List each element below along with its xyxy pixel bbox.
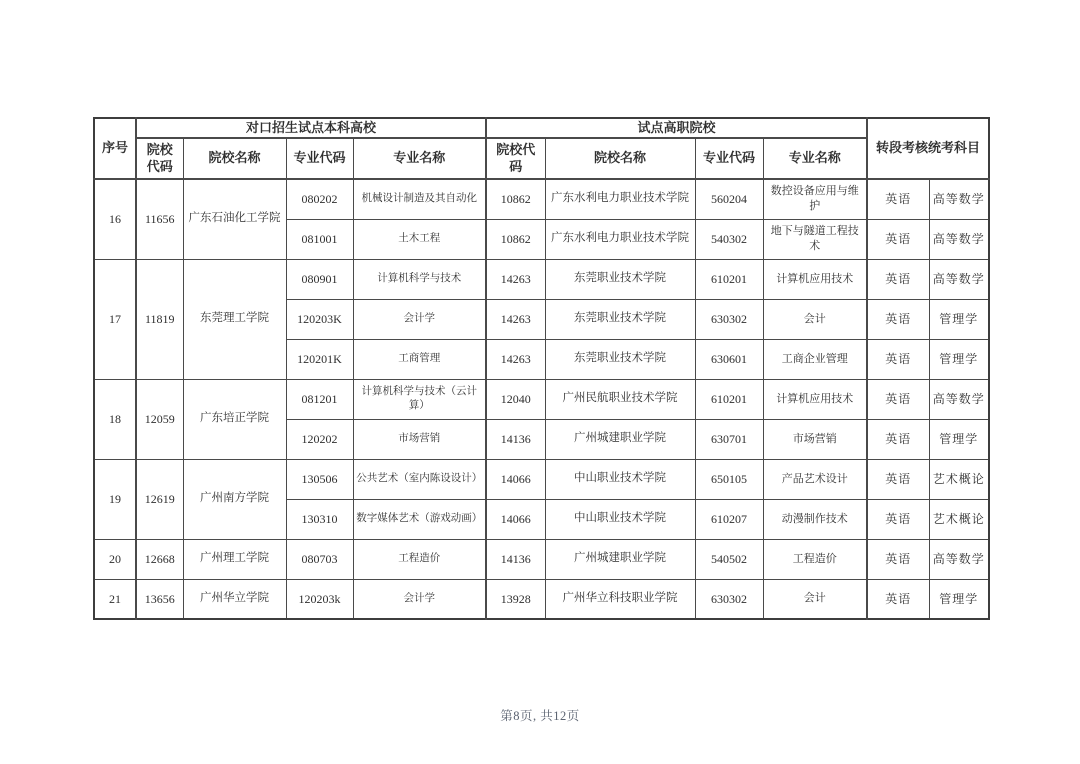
cell-hv-college-name: 广州城建职业学院 bbox=[545, 539, 695, 579]
cell-hv-major-name: 数控设备应用与维护 bbox=[763, 179, 867, 219]
cell-major-name: 工商管理 bbox=[353, 339, 486, 379]
cell-hv-college-code: 14136 bbox=[486, 539, 545, 579]
table-body bbox=[94, 179, 989, 619]
cell-seq: 16 bbox=[94, 179, 136, 259]
cell-hv-major-code: 630601 bbox=[695, 339, 763, 379]
cell-seq: 19 bbox=[94, 459, 136, 539]
cell-hv-college-code: 14263 bbox=[486, 299, 545, 339]
header-undergrad-group: 对口招生试点本科高校 bbox=[136, 118, 486, 138]
cell-major-name: 市场营销 bbox=[353, 419, 486, 459]
cell-exam-subject-2: 高等数学 bbox=[929, 179, 989, 219]
cell-major-code: 081001 bbox=[286, 219, 353, 259]
cell-hv-college-code: 14066 bbox=[486, 459, 545, 499]
cell-hv-college-code: 10862 bbox=[486, 219, 545, 259]
cell-hv-college-name: 广东水利电力职业技术学院 bbox=[545, 179, 695, 219]
cell-major-name: 机械设计制造及其自动化 bbox=[353, 179, 486, 219]
header-columns-row bbox=[94, 138, 989, 179]
cell-exam-subject-1: 英语 bbox=[867, 219, 929, 259]
header-major-code: 专业代码 bbox=[286, 138, 353, 179]
header-hv-major-name: 专业名称 bbox=[763, 138, 867, 179]
admission-table bbox=[93, 117, 990, 620]
cell-college-name: 广州理工学院 bbox=[183, 539, 286, 579]
cell-exam-subject-2: 管理学 bbox=[929, 299, 989, 339]
cell-major-name: 公共艺术（室内陈设设计） bbox=[353, 459, 486, 499]
cell-exam-subject-2: 高等数学 bbox=[929, 259, 989, 299]
cell-exam-subject-2: 高等数学 bbox=[929, 379, 989, 419]
cell-exam-subject-1: 英语 bbox=[867, 339, 929, 379]
cell-hv-major-code: 650105 bbox=[695, 459, 763, 499]
cell-hv-major-code: 630302 bbox=[695, 299, 763, 339]
cell-major-name: 工程造价 bbox=[353, 539, 486, 579]
cell-hv-college-code: 14136 bbox=[486, 419, 545, 459]
cell-major-code: 120201K bbox=[286, 339, 353, 379]
cell-hv-major-name: 计算机应用技术 bbox=[763, 259, 867, 299]
cell-hv-college-name: 东莞职业技术学院 bbox=[545, 339, 695, 379]
cell-major-code: 130310 bbox=[286, 499, 353, 539]
cell-college-code: 12668 bbox=[136, 539, 183, 579]
cell-college-name: 广东石油化工学院 bbox=[183, 179, 286, 259]
cell-major-name: 会计学 bbox=[353, 299, 486, 339]
cell-exam-subject-1: 英语 bbox=[867, 259, 929, 299]
cell-hv-college-code: 14263 bbox=[486, 259, 545, 299]
table-row bbox=[94, 259, 989, 299]
cell-major-code: 120202 bbox=[286, 419, 353, 459]
cell-major-name: 数字媒体艺术（游戏动画） bbox=[353, 499, 486, 539]
cell-major-code: 080703 bbox=[286, 539, 353, 579]
page-footer: 第8页, 共12页 bbox=[500, 709, 580, 723]
cell-major-name: 计算机科学与技术 bbox=[353, 259, 486, 299]
header-major-name: 专业名称 bbox=[353, 138, 486, 179]
header-hv-college-name: 院校名称 bbox=[545, 138, 695, 179]
cell-hv-major-code: 610201 bbox=[695, 379, 763, 419]
cell-hv-major-code: 610207 bbox=[695, 499, 763, 539]
cell-major-code: 080901 bbox=[286, 259, 353, 299]
cell-hv-major-name: 会计 bbox=[763, 299, 867, 339]
cell-seq: 21 bbox=[94, 579, 136, 619]
cell-hv-major-code: 560204 bbox=[695, 179, 763, 219]
cell-major-code: 080202 bbox=[286, 179, 353, 219]
header-hv-major-code: 专业代码 bbox=[695, 138, 763, 179]
cell-college-code: 11656 bbox=[136, 179, 183, 259]
table-row bbox=[94, 579, 989, 619]
header-hv-college-code: 院校代码 bbox=[486, 138, 545, 179]
cell-exam-subject-2: 管理学 bbox=[929, 419, 989, 459]
cell-college-name: 广州南方学院 bbox=[183, 459, 286, 539]
cell-exam-subject-2: 管理学 bbox=[929, 579, 989, 619]
cell-hv-college-name: 广州城建职业学院 bbox=[545, 419, 695, 459]
table-row bbox=[94, 539, 989, 579]
cell-hv-major-name: 地下与隧道工程技术 bbox=[763, 219, 867, 259]
cell-hv-college-name: 中山职业技术学院 bbox=[545, 499, 695, 539]
cell-hv-college-code: 10862 bbox=[486, 179, 545, 219]
header-exam-group: 转段考核统考科目 bbox=[867, 118, 989, 179]
cell-major-code: 130506 bbox=[286, 459, 353, 499]
cell-exam-subject-2: 管理学 bbox=[929, 339, 989, 379]
cell-college-code: 13656 bbox=[136, 579, 183, 619]
header-seq: 序号 bbox=[94, 118, 136, 179]
cell-exam-subject-1: 英语 bbox=[867, 579, 929, 619]
cell-hv-college-code: 12040 bbox=[486, 379, 545, 419]
table-row bbox=[94, 379, 989, 419]
cell-seq: 17 bbox=[94, 259, 136, 379]
cell-hv-college-name: 广东水利电力职业技术学院 bbox=[545, 219, 695, 259]
cell-exam-subject-2: 艺术概论 bbox=[929, 499, 989, 539]
header-college-code: 院校代码 bbox=[136, 138, 183, 179]
cell-hv-major-name: 会计 bbox=[763, 579, 867, 619]
cell-seq: 20 bbox=[94, 539, 136, 579]
header-group-row bbox=[94, 118, 989, 138]
cell-major-name: 计算机科学与技术（云计算） bbox=[353, 379, 486, 419]
table-row bbox=[94, 459, 989, 499]
cell-exam-subject-2: 高等数学 bbox=[929, 219, 989, 259]
cell-exam-subject-1: 英语 bbox=[867, 299, 929, 339]
cell-hv-college-name: 东莞职业技术学院 bbox=[545, 299, 695, 339]
cell-hv-major-name: 计算机应用技术 bbox=[763, 379, 867, 419]
cell-exam-subject-1: 英语 bbox=[867, 499, 929, 539]
cell-exam-subject-2: 艺术概论 bbox=[929, 459, 989, 499]
cell-hv-major-name: 产品艺术设计 bbox=[763, 459, 867, 499]
cell-seq: 18 bbox=[94, 379, 136, 459]
cell-hv-college-name: 广州华立科技职业学院 bbox=[545, 579, 695, 619]
table-row bbox=[94, 179, 989, 219]
header-college-name: 院校名称 bbox=[183, 138, 286, 179]
cell-hv-college-code: 14263 bbox=[486, 339, 545, 379]
cell-hv-college-code: 14066 bbox=[486, 499, 545, 539]
cell-exam-subject-1: 英语 bbox=[867, 459, 929, 499]
cell-college-name: 广州华立学院 bbox=[183, 579, 286, 619]
cell-hv-major-name: 工商企业管理 bbox=[763, 339, 867, 379]
cell-college-code: 11819 bbox=[136, 259, 183, 379]
cell-hv-college-name: 中山职业技术学院 bbox=[545, 459, 695, 499]
cell-hv-major-code: 540502 bbox=[695, 539, 763, 579]
cell-major-name: 土木工程 bbox=[353, 219, 486, 259]
cell-hv-college-code: 13928 bbox=[486, 579, 545, 619]
cell-hv-major-name: 工程造价 bbox=[763, 539, 867, 579]
cell-exam-subject-1: 英语 bbox=[867, 379, 929, 419]
cell-hv-college-name: 东莞职业技术学院 bbox=[545, 259, 695, 299]
cell-college-code: 12059 bbox=[136, 379, 183, 459]
cell-major-code: 081201 bbox=[286, 379, 353, 419]
cell-major-name: 会计学 bbox=[353, 579, 486, 619]
cell-hv-major-code: 630701 bbox=[695, 419, 763, 459]
header-vocational-group: 试点高职院校 bbox=[486, 118, 867, 138]
cell-college-name: 广东培正学院 bbox=[183, 379, 286, 459]
cell-exam-subject-2: 高等数学 bbox=[929, 539, 989, 579]
cell-hv-major-name: 动漫制作技术 bbox=[763, 499, 867, 539]
cell-major-code: 120203K bbox=[286, 299, 353, 339]
cell-hv-major-name: 市场营销 bbox=[763, 419, 867, 459]
cell-major-code: 120203k bbox=[286, 579, 353, 619]
cell-exam-subject-1: 英语 bbox=[867, 539, 929, 579]
cell-hv-major-code: 540302 bbox=[695, 219, 763, 259]
cell-hv-college-name: 广州民航职业技术学院 bbox=[545, 379, 695, 419]
cell-exam-subject-1: 英语 bbox=[867, 419, 929, 459]
table-header bbox=[94, 118, 989, 179]
cell-exam-subject-1: 英语 bbox=[867, 179, 929, 219]
cell-hv-major-code: 630302 bbox=[695, 579, 763, 619]
cell-hv-major-code: 610201 bbox=[695, 259, 763, 299]
cell-college-name: 东莞理工学院 bbox=[183, 259, 286, 379]
cell-college-code: 12619 bbox=[136, 459, 183, 539]
